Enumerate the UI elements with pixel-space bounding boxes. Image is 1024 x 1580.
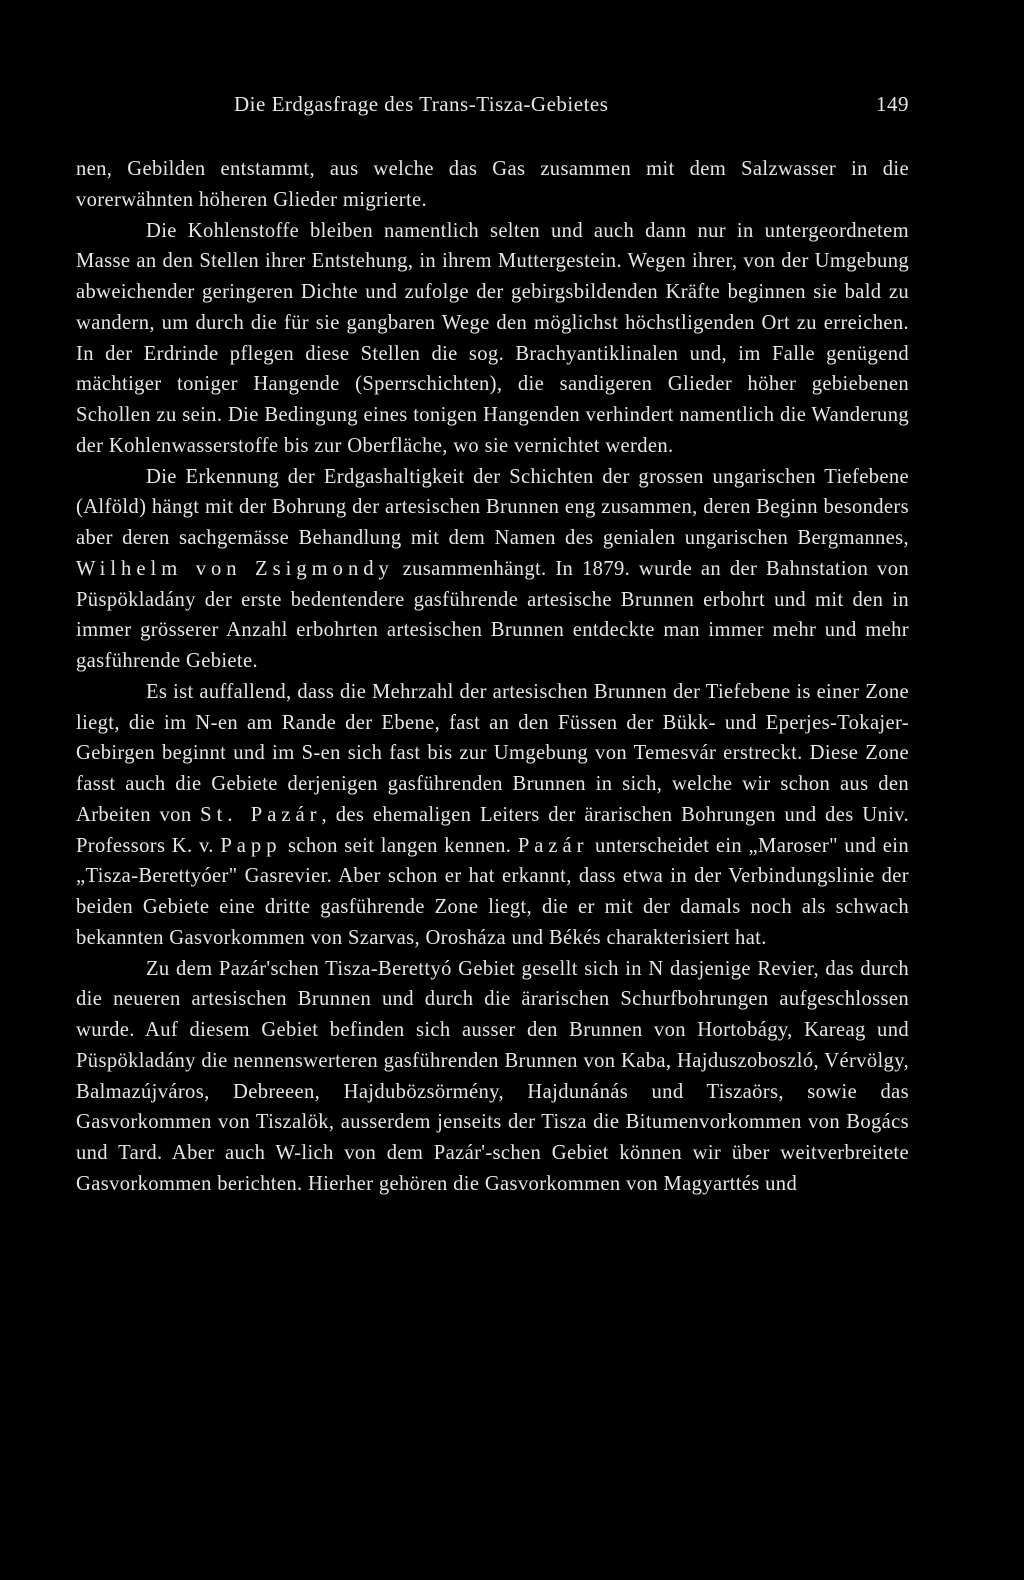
person-name: Papp bbox=[220, 834, 282, 857]
running-title: Die Erdgasfrage des Trans-Tisza-Gebietes bbox=[234, 92, 609, 116]
body-text bbox=[76, 154, 909, 1200]
paragraph-text: schon seit langen kennen. bbox=[281, 834, 518, 857]
paragraph bbox=[76, 954, 909, 1200]
paragraph-text: Es ist auffallend, dass die Mehrzahl der artesischen Brunnen der Tiefebene is einer Zone liegt, die im N-en am Rande der Ebene, fast an den Füssen der Bükk- und Eperjes-Tokajer-Gebirgen beginnt und im S-en sich fast bis zur Umgebung von Temesvár erstreckt. Diese Zone fasst auch die Gebiete derjenigen gasführenden Brunnen in sich, welche wir schon aus den Arbeiten von bbox=[76, 680, 909, 826]
paragraph-text: unterscheidet ein „Maroser" und ein „Tisza-Berettyóer" Gasrevier. Aber schon er hat erkannt, dass etwa in der Verbindungslinie der beiden Gebiete eine dritte gasführende Zone liegt, die er mit der damals noch als schwach bekannten Gasvorkommen von Szarvas, Orosháza und Békés charakterisiert hat. bbox=[76, 834, 910, 949]
paragraph-text: zusammenhängt. In 1879. wurde an der Bahnstation von Püspökladány der erste bedentendere gasführende artesische Brunnen erbohrt und mit den in immer grösserer Anzahl erbohrten artesischen Brunnen entdeckte man immer mehr und mehr gasführende Gebiete. bbox=[76, 557, 909, 672]
paragraph bbox=[76, 462, 909, 677]
paragraph-text: Die Kohlenstoffe bleiben namentlich selten und auch dann nur in untergeordnetem Masse an den Stellen ihrer Entstehung, in ihrem Muttergestein. Wegen ihrer, von der Umgebung abweichender geringeren Dichte und zufolge der gebirgsbildenden Kräfte beginnen sie bald zu wandern, um durch die für sie gangbaren Wege den möglichst höchstligenden Ort zu erreichen. In der Erdrinde pflegen diese Stellen die sog. Brachyantiklinalen und, im Falle genügend mächtiger toniger Hangende (Sperrschichten), die sandigeren Glieder höher gebiebenen Schollen zu sein. Die Bedingung eines tonigen Hangenden verhindert namentlich die Wanderung der Kohlenwasserstoffe bis zur Oberfläche, wo sie vernichtet werden. bbox=[76, 219, 909, 457]
page-number: 149 bbox=[876, 92, 909, 116]
document-page bbox=[76, 92, 909, 1200]
paragraph-text: Zu dem Pazár'schen Tisza-Berettyó Gebiet gesellt sich in N dasjenige Revier, das durch die neueren artesischen Brunnen und durch die ärarischen Schurfbohrungen aufgeschlossen wurde. Auf diesem Gebiet befinden sich ausser den Brunnen von Hortobágy, Kareag und Püspökladány die nennenswerteren gasführenden Brunnen von Kaba, Hajduszoboszló, Vérvölgy, Balmazújváros, Debreeen, Hajdubözsörmény, Hajdunánás und Tiszaörs, sowie das Gasvorkommen von Tiszalök, ausserdem jenseits der Tisza die Bitumenvorkommen von Bogács und Tard. Aber auch W-lich von dem Pazár'-schen Gebiet können wir über weitverbreitete Gasvorkommen berichten. Hierher gehören die Gasvorkommen von Magyarttés und bbox=[76, 957, 909, 1195]
paragraph-text: Die Erkennung der Erdgashaltigkeit der Schichten der grossen ungarischen Tiefebene (Alföld) hängt mit der Bohrung der artesischen Brunnen eng zusammen, deren Beginn besonders aber deren sachgemässe Behandlung mit dem Namen des genialen ungarischen Bergmannes, bbox=[76, 465, 909, 549]
paragraph-text: nen, Gebilden entstammt, aus welche das Gas zusammen mit dem Salzwasser in die vorerwähnten höheren Glieder migrierte. bbox=[76, 158, 909, 211]
person-name: Pazár bbox=[517, 834, 589, 857]
paragraph bbox=[76, 677, 909, 954]
person-name: St. Pazár bbox=[200, 803, 322, 826]
running-header bbox=[76, 92, 909, 132]
paragraph-text: , des ehemaligen Leiters der ärarischen Bohrungen und des Univ. Professors K. v. bbox=[76, 803, 909, 857]
paragraph bbox=[76, 216, 909, 462]
person-name: Wilhelm von Zsigmondy bbox=[76, 557, 394, 580]
paragraph bbox=[76, 154, 909, 216]
